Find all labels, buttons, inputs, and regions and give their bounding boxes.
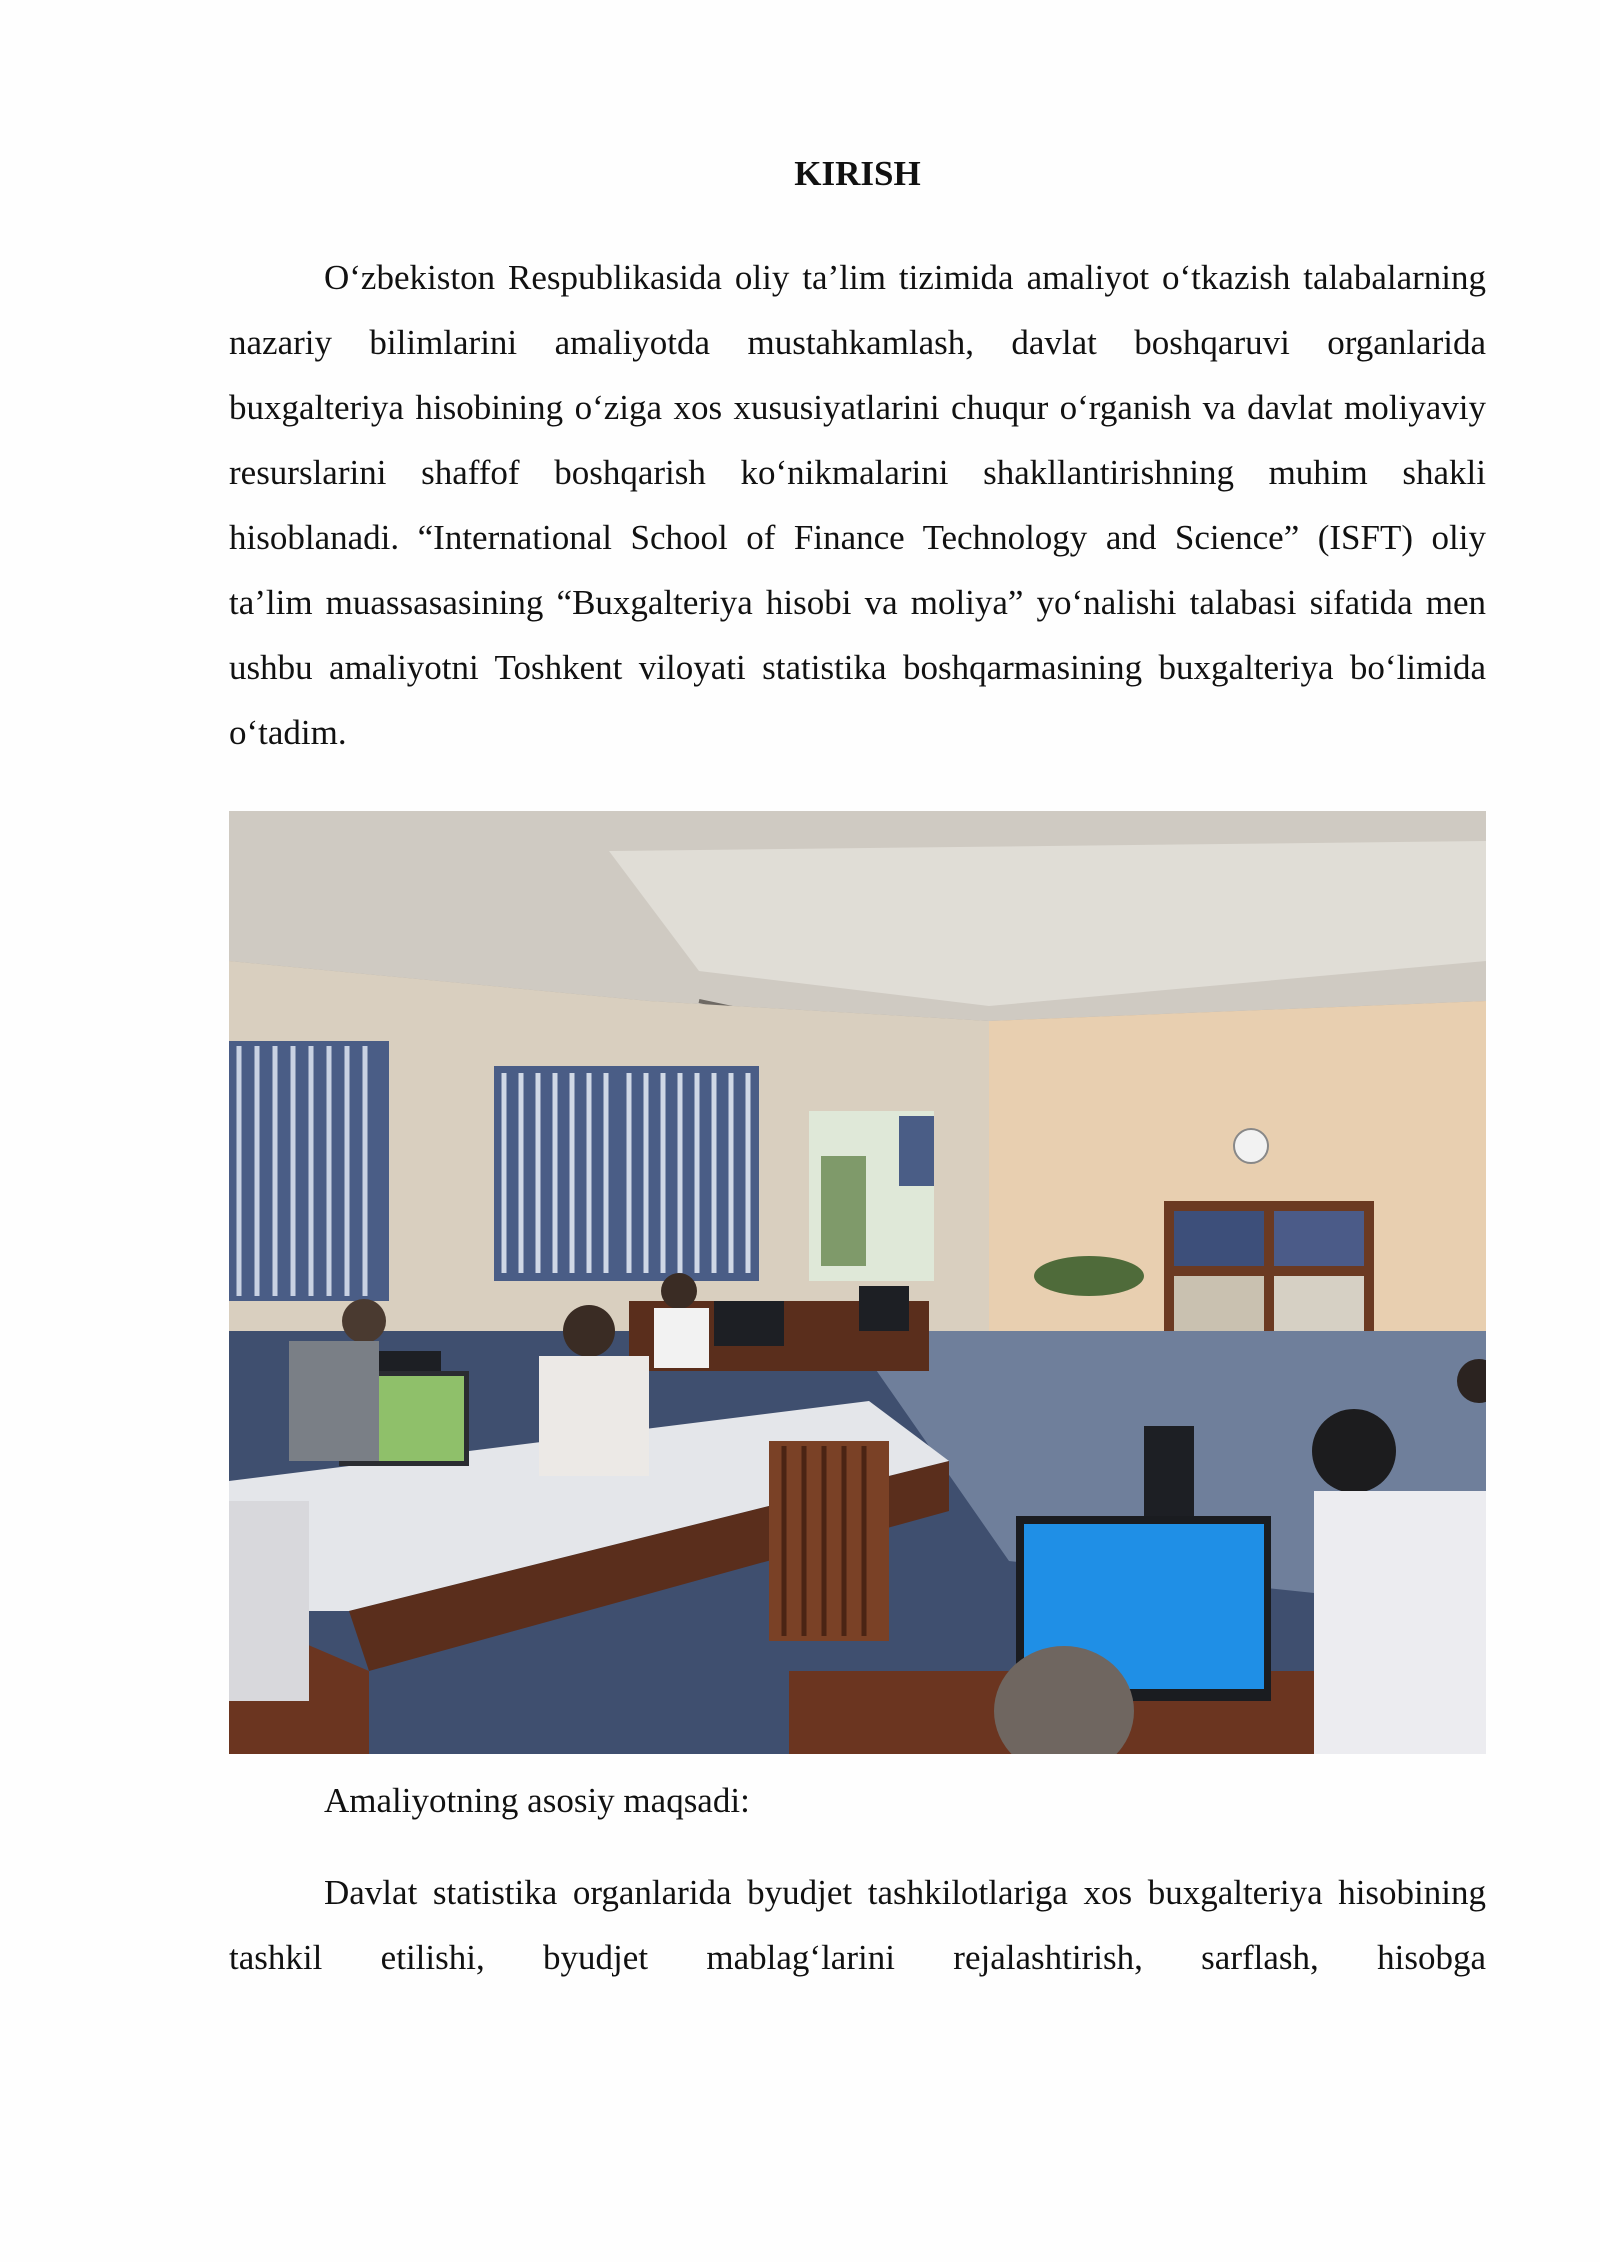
- purpose-paragraph: Davlat statistika organlarida byudjet tashkilotlariga xos buxgalteriya hisobining tashkil etilishi, byudjet mablag‘larini rejalashtirish, sarflash, hisobga: [229, 1873, 1486, 1977]
- intro-paragraph: O‘zbekiston Respublikasida oliy ta’lim tizimida amaliyot o‘tkazish talabalarning nazariy bilimlarini amaliyotda mustahkamlash, davlat boshqaruvi organlarida buxgalteriya hisobining o‘ziga xos xususiyatlarini chuqur o‘rganish va davlat moliyaviy resurslarini shaffof boshqarish ko‘nikmalarini shakllantirishning muhim shakli hisoblanadi. “International School of Finance Technology and Science” (ISFT) oliy ta’lim muassasasining “Buxgalteriya hisobi va moliya” yo‘nalishi talabasi sifatida men ushbu amaliyotni Toshkent viloyati statistika boshqarmasining buxgalteriya bo‘limida o‘tadim.: [229, 258, 1486, 752]
- section-heading: KIRISH: [794, 154, 921, 193]
- office-photo: [229, 811, 1486, 1754]
- purpose-label: Amaliyotning asosiy maqsadi:: [324, 1781, 750, 1820]
- office-photo-illustration: [229, 811, 1486, 1754]
